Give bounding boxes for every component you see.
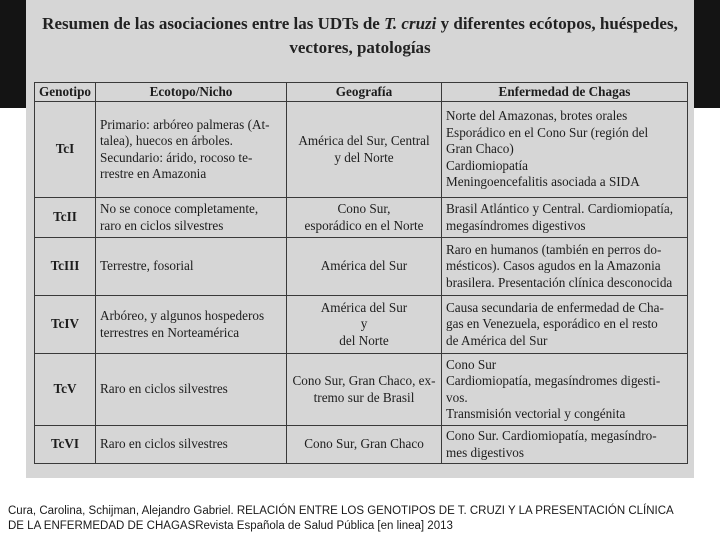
- enfermedad-cell: Causa secundaria de enfermedad de Cha- gas en Venezuela, esporádico en el resto de América del Sur: [442, 296, 688, 354]
- header-enfermedad: Enfermedad de Chagas: [442, 83, 688, 102]
- slide-title: [34, 12, 686, 60]
- header-geografia: Geografía: [287, 83, 442, 102]
- geografia-cell: Cono Sur, Gran Chaco, ex- tremo sur de Brasil: [287, 354, 442, 426]
- ecotopo-cell: Primario: arbóreo palmeras (At- talea), huecos en árboles. Secundario: árido, rocoso te- rrestre en Amazonia: [96, 102, 287, 198]
- genotype-table: [34, 82, 688, 464]
- table-row: [35, 238, 688, 296]
- caption-line1: Cura, Carolina, Schijman, Alejandro Gabriel. RELACIÓN ENTRE LOS GENOTIPOS DE T. CRUZI Y LA PRESENTACIÓN CLÍNICA: [8, 505, 674, 517]
- ecotopo-cell: Raro en ciclos silvestres: [96, 354, 287, 426]
- genotipo-cell: TcIV: [35, 296, 96, 354]
- geografia-cell: Cono Sur, Gran Chaco: [287, 426, 442, 464]
- enfermedad-cell: Cono Sur Cardiomiopatía, megasíndromes digesti- vos. Transmisión vectorial y congénita: [442, 354, 688, 426]
- table-row: [35, 198, 688, 238]
- genotipo-cell: TcI: [35, 102, 96, 198]
- genotipo-cell: TcVI: [35, 426, 96, 464]
- geografia-cell: América del Sur, Central y del Norte: [287, 102, 442, 198]
- genotipo-cell: TcII: [35, 198, 96, 238]
- enfermedad-cell: Raro en humanos (también en perros do- mésticos). Casos agudos en la Amazonia brasilera. Presentación clínica desconocida: [442, 238, 688, 296]
- table-row: [35, 426, 688, 464]
- header-ecotopo: Ecotopo/Nicho: [96, 83, 287, 102]
- geografia-cell: Cono Sur, esporádico en el Norte: [287, 198, 442, 238]
- title-species: T. cruzi: [384, 14, 437, 33]
- caption-line2: DE LA ENFERMEDAD DE CHAGASRevista Española de Salud Pública [en linea] 2013: [8, 519, 453, 532]
- ecotopo-cell: Arbóreo, y algunos hospederos terrestres en Norteamérica: [96, 296, 287, 354]
- table-header-row: [35, 83, 688, 102]
- genotipo-cell: TcV: [35, 354, 96, 426]
- title-part1: Resumen de las asociaciones entre las UDTs de: [42, 14, 380, 33]
- table-row: [35, 296, 688, 354]
- title-part2: y diferentes ecótopos, huéspedes,: [440, 14, 678, 33]
- geografia-cell: América del Sur y del Norte: [287, 296, 442, 354]
- citation-caption: [8, 504, 716, 533]
- ecotopo-cell: No se conoce completamente, raro en ciclos silvestres: [96, 198, 287, 238]
- enfermedad-cell: Cono Sur. Cardiomiopatía, megasíndro- mes digestivos: [442, 426, 688, 464]
- ecotopo-cell: Raro en ciclos silvestres: [96, 426, 287, 464]
- genotipo-cell: TcIII: [35, 238, 96, 296]
- table-row: [35, 354, 688, 426]
- enfermedad-cell: Brasil Atlántico y Central. Cardiomiopatía, megasíndromes digestivos: [442, 198, 688, 238]
- header-genotipo: Genotipo: [35, 83, 96, 102]
- enfermedad-cell: Norte del Amazonas, brotes orales Esporádico en el Cono Sur (región del Gran Chaco) Cardiomiopatía Meningoencefalitis asociada a SIDA: [442, 102, 688, 198]
- ecotopo-cell: Terrestre, fosorial: [96, 238, 287, 296]
- table-row: [35, 102, 688, 198]
- geografia-cell: América del Sur: [287, 238, 442, 296]
- title-part3: vectores, patologías: [289, 38, 431, 57]
